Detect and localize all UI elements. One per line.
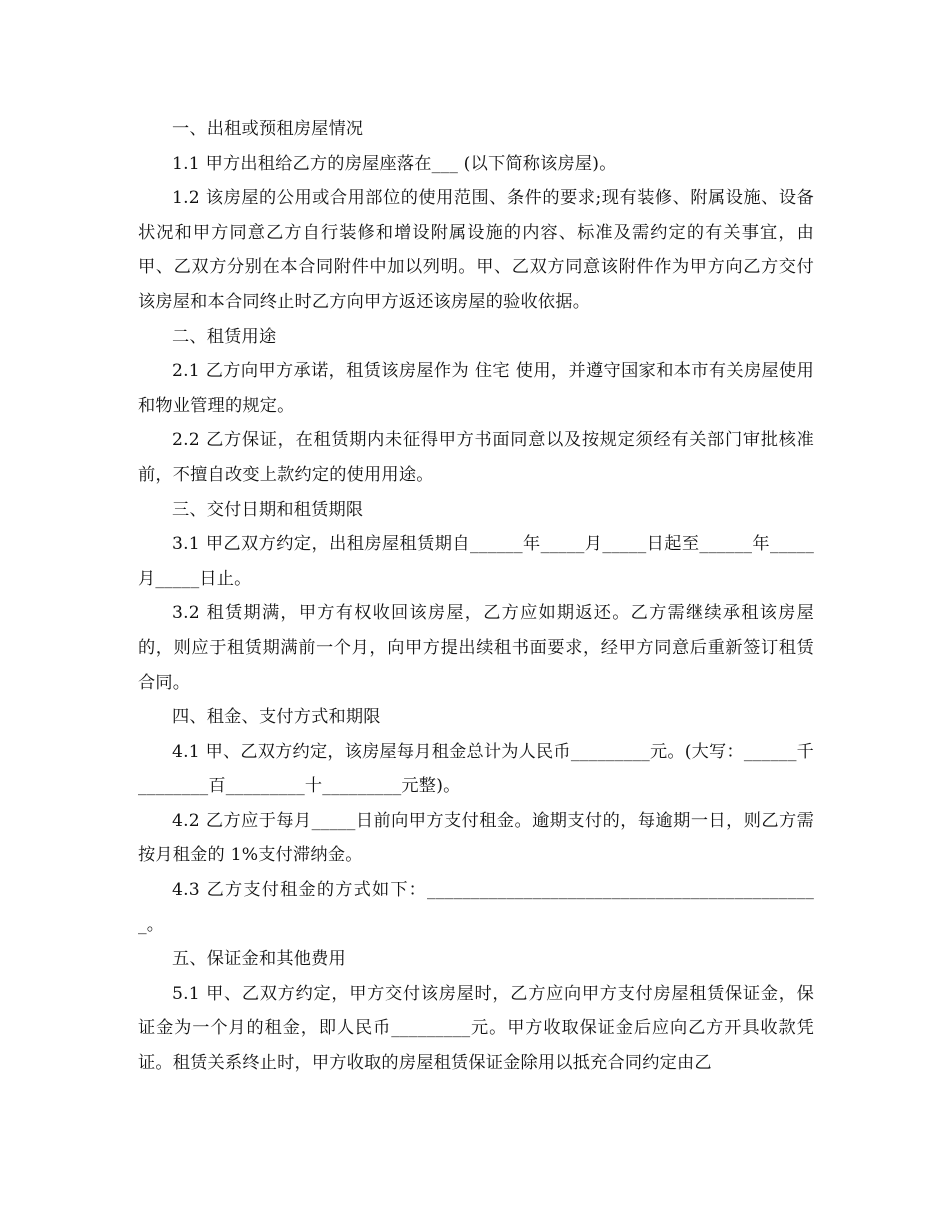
clause-5-1: 5.1 甲、乙双方约定，甲方交付该房屋时，乙方应向甲方支付房屋租赁保证金，保证金为一个月的租金，即人民币_________元。甲方收取保证金后应向乙方开具收款凭证。租赁关系终止时，甲方收取的房屋租赁保证金除用以抵充合同约定由乙 — [138, 983, 814, 1074]
section-heading-4: 四、租金、支付方式和期限 — [172, 707, 381, 728]
section-heading-2: 二、租赁用途 — [172, 326, 277, 347]
clause-4-1: 4.1 甲、乙双方约定，该房屋每月租金总计为人民币_________元。(大写：______千________百_________十_________元整)。 — [138, 741, 814, 797]
clause-2-2: 2.2 乙方保证，在租赁期内未征得甲方书面同意以及按规定须经有关部门审批核准前，不擅自改变上款约定的使用用途。 — [138, 430, 814, 485]
section-heading-1: 一、出租或预租房屋情况 — [172, 119, 364, 139]
clause-3-1: 3.1 甲乙双方约定，出租房屋租赁期自______年_____月_____日起至______年_____月_____日止。 — [138, 534, 814, 589]
contract-page — [138, 112, 814, 1081]
clause-4-3: 4.3 乙方支付租金的方式如下：_____________________________________________。 — [138, 880, 814, 935]
section-heading-5: 五、保证金和其他费用 — [172, 949, 346, 970]
clause-1-2: 1.2 该房屋的公用或合用部位的使用范围、条件的要求;现有装修、附属设施、设备状况和甲方同意乙方自行装修和增设附属设施的内容、标准及需约定的有关事宜，由甲、乙双方分别在本合同附件中加以列明。甲、乙双方同意该附件作为甲方向乙方交付该房屋和本合同终止时乙方向甲方返还该房屋的验收依据。 — [138, 188, 814, 312]
clause-2-1: 2.1 乙方向甲方承诺，租赁该房屋作为 住宅 使用，并遵守国家和本市有关房屋使用和物业管理的规定。 — [138, 361, 814, 416]
clause-1-1: 1.1 甲方出租给乙方的房屋座落在___ (以下简称该房屋)。 — [172, 153, 617, 174]
clause-3-2: 3.2 租赁期满，甲方有权收回该房屋，乙方应如期返还。乙方需继续承租该房屋的，则应于租赁期满前一个月，向甲方提出续租书面要求，经甲方同意后重新签订租赁合同。 — [138, 603, 814, 693]
section-heading-3: 三、交付日期和租赁期限 — [172, 499, 364, 520]
clause-4-2: 4.2 乙方应于每月_____日前向甲方支付租金。逾期支付的，每逾期一日，则乙方需按月租金的 1%支付滞纳金。 — [138, 810, 814, 866]
